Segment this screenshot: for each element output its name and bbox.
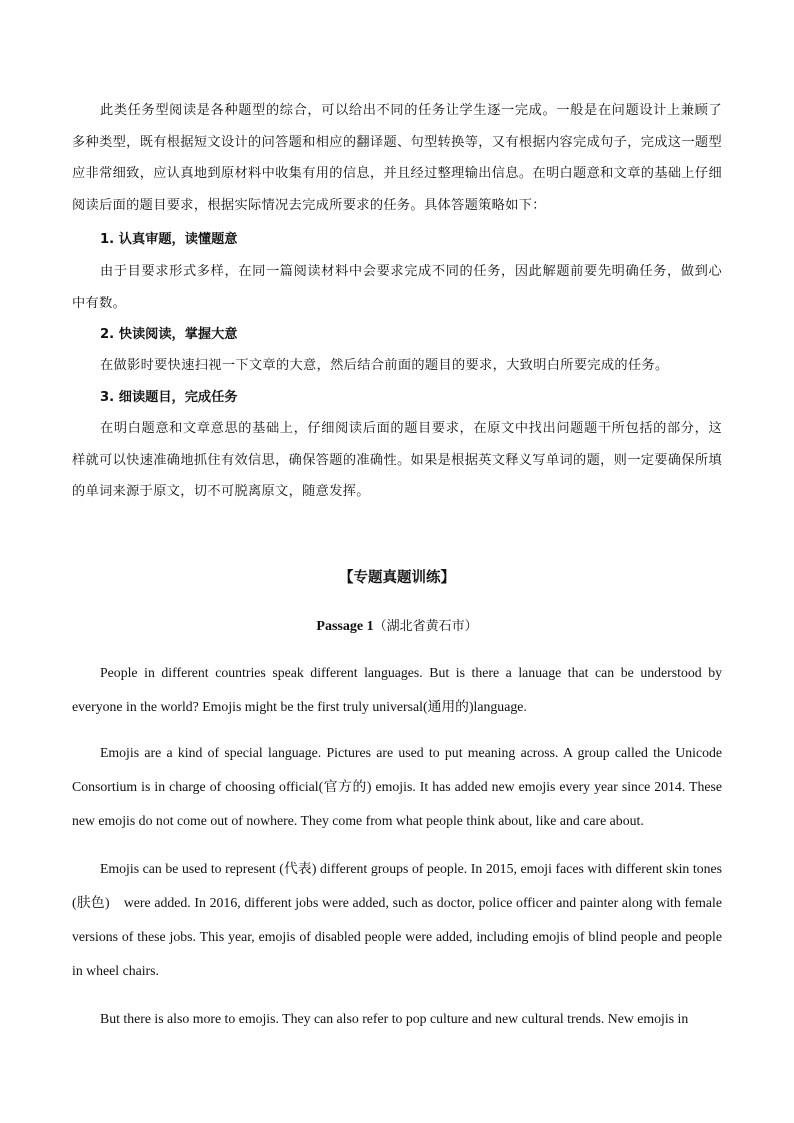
strategy-2-heading: 2. 快读阅读，掌握大意: [100, 327, 238, 342]
section-title: 【专题真题训练】: [339, 570, 455, 586]
passage-location: （湖北省黄石市）: [373, 619, 478, 634]
strategy-1-text: 由于目要求形式多样，在同一篇阅读材料中会要求完成不同的任务，因此解题前要先明确任务，做到心中有数。: [72, 264, 722, 311]
strategy-1-heading: 1. 认真审题，读懂题意: [100, 232, 238, 247]
strategy-2-text: 在做影时要快速扫视一下文章的大意，然后结合前面的题目的要求，大致明白所要完成的任务。: [100, 358, 669, 373]
passage-title: [0, 615, 794, 635]
intro-paragraph: 此类任务型阅读是各种题型的综合，可以给出不同的任务让学生逐一完成。一般是在问题设计上兼顾了多种类型，既有根据短文设计的问答题和相应的翻译题、句型转换等，又有根据内容完成句子，完成这一题型应非常细致，应认真地到原材料中收集有用的信息，并且经过整理输出信息。在明白题意和文章的基础上仔细阅读后面的题目要求，根据实际情况去完成所要求的任务。具体答题策略如下：: [72, 103, 722, 213]
passage-paragraph-3: Emojis can be used to represent (代表) different groups of people. In 2015, emoji faces with different skin tones (肤色) were added. In 2016, different jobs were added, such as doctor, police officer and painter along with female versions of these jobs. This year, emojis of disabled people were added, including emojis of blind people and people in wheel chairs.: [72, 861, 722, 978]
strategy-3-heading: 3. 细读题目，完成任务: [100, 390, 238, 405]
passage-number: Passage 1: [316, 619, 374, 634]
passage-paragraph-2: Emojis are a kind of special language. Pictures are used to put meaning across. A group called the Unicode Consortium is in charge of choosing official(官方的) emojis. It has added new emojis every year since 2014. These new emojis do not come out of nowhere. They come from what people think about, like and care about.: [72, 745, 722, 828]
passage-paragraph-4: But there is also more to emojis. They can also refer to pop culture and new cultural trends. New emojis in: [100, 1011, 689, 1026]
passage-paragraph-1: People in different countries speak different languages. But is there a lanuage that can be understood by everyone in the world? Emojis might be the first truly universal(通用的)language.: [72, 665, 722, 714]
strategy-3-text: 在明白题意和文章意思的基础上，仔细阅读后面的题目要求，在原文中找出问题题干所包括的部分，这样就可以快速准确地抓住有效信思，确保答题的准确性。如果是根据英文释义写单词的题，则一定要确保所填的单词来源于原文，切不可脱离原文，随意发挥。: [72, 421, 722, 499]
